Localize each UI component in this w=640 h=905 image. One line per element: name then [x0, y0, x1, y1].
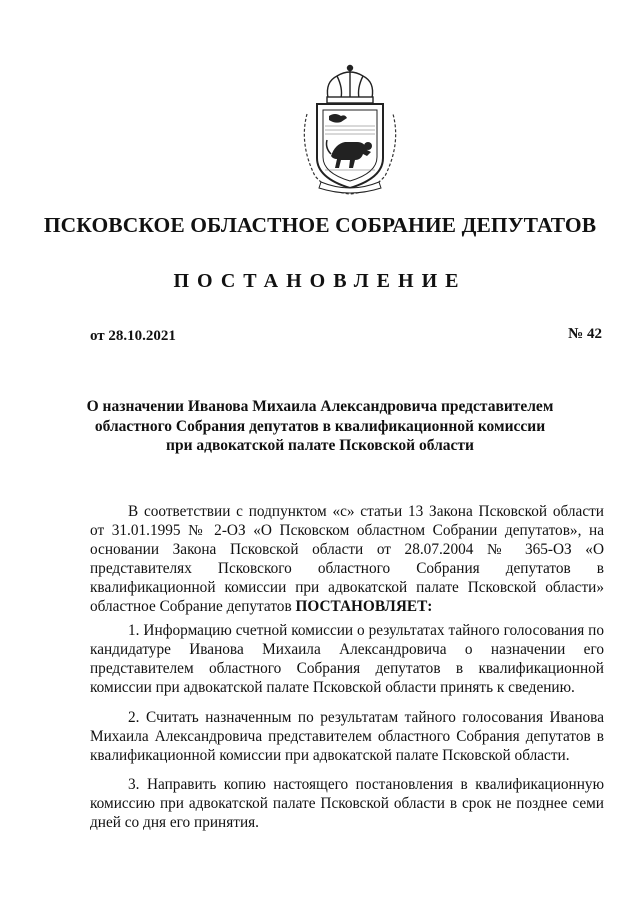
preamble-text: В соответствии с подпунктом «с» статьи 13 Закона Псковской области от 31.01.1995 № 2-ОЗ «О Псковском областном Собрании депутатов», на основании Закона Псковской области от 28.07.2004 № 365-ОЗ «О представителях Псковского областного Собрания депутатов в квалификационной комиссии при адвокатской палате Псковской области» областное Собрание депутатов: [90, 503, 604, 615]
item-1-paragraph: 1. Информацию счетной комиссии о результатах тайного голосования по кандидатуре Иванова Михаила Александровича о назначении его представителем областного Собрания депутатов в квалификационной комиссии при адвокатской палате Псковской области принять к сведению.: [90, 622, 604, 696]
document-number: № 42: [568, 326, 602, 342]
organization-name: ПСКОВСКОЕ ОБЛАСТНОЕ СОБРАНИЕ ДЕПУТАТОВ: [43, 213, 597, 237]
item-3-paragraph: 3. Направить копию настоящего постановления в квалификационную комиссию при адвокатской палате Псковской области в срок не позднее семи дней со дня его принятия.: [90, 776, 604, 831]
item-2-paragraph: 2. Считать назначенным по результатам тайного голосования Иванова Михаила Александровича представителем областного Собрания депутатов в квалификационной комиссии при адвокатской палате Псковской области.: [90, 709, 604, 764]
document-subject: [60, 397, 580, 456]
coat-of-arms-emblem-icon: [295, 64, 405, 196]
document-date: от 28.10.2021: [90, 328, 176, 344]
subject-line: О назначении Иванова Михаила Александровича представителем: [86, 398, 554, 415]
document-type-title: ПОСТАНОВЛЕНИЕ: [173, 270, 467, 292]
subject-line: при адвокатской палате Псковской области: [166, 437, 474, 454]
preamble-paragraph: [90, 502, 604, 616]
resolves-keyword: ПОСТАНОВЛЯЕТ:: [295, 598, 433, 615]
subject-line: областного Собрания депутатов в квалификационной комиссии: [94, 417, 546, 435]
